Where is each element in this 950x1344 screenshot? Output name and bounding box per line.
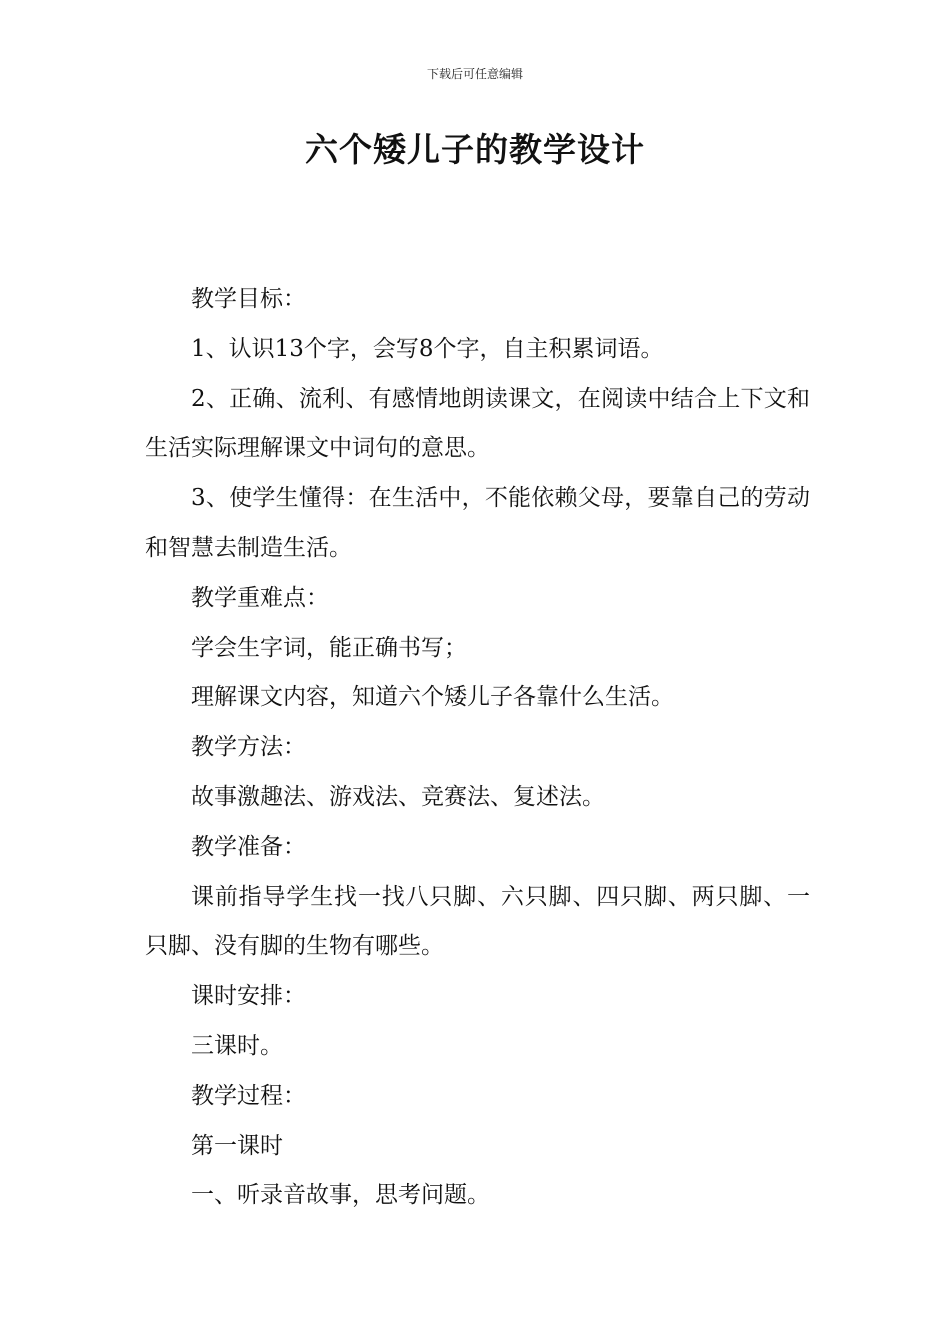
section-heading-preparation: 教学准备： (191, 833, 306, 860)
preparation-text: 课前指导学生找一找八只脚、六只脚、四只脚、两只脚、一只脚、没有脚的生物有哪些。 (145, 883, 810, 960)
key-point-1: 学会生字词，能正确书写； (191, 634, 467, 661)
objective-item-3: 3、使学生懂得：在生活中，不能依赖父母，要靠自己的劳动和智慧去制造生活。 (145, 485, 810, 561)
document-body (145, 275, 810, 1221)
section-heading-methods: 教学方法： (191, 734, 306, 761)
methods-text: 故事激趣法、游戏法、竞赛法、复述法。 (191, 783, 605, 810)
schedule-text: 三课时。 (191, 1032, 283, 1059)
section-heading-objectives: 教学目标： (191, 286, 306, 312)
key-point-2: 理解课文内容，知道六个矮儿子各靠什么生活。 (191, 684, 674, 711)
process-step-1: 一、听录音故事，思考问题。 (191, 1182, 490, 1209)
objective-item-1: 1、认识13个字，会写8个字，自主积累词语。 (191, 335, 664, 362)
document-title: 六个矮儿子的教学设计 (305, 130, 645, 169)
section-heading-process: 教学过程： (191, 1082, 306, 1109)
section-heading-schedule: 课时安排： (191, 983, 306, 1010)
header-note: 下载后可任意编辑 (426, 67, 523, 81)
section-heading-key-points: 教学重难点： (191, 584, 329, 611)
objective-item-2: 2、正确、流利、有感情地朗读课文，在阅读中结合上下文和生活实际理解课文中词句的意思。 (145, 385, 810, 462)
lesson-heading-first: 第一课时 (191, 1132, 283, 1159)
